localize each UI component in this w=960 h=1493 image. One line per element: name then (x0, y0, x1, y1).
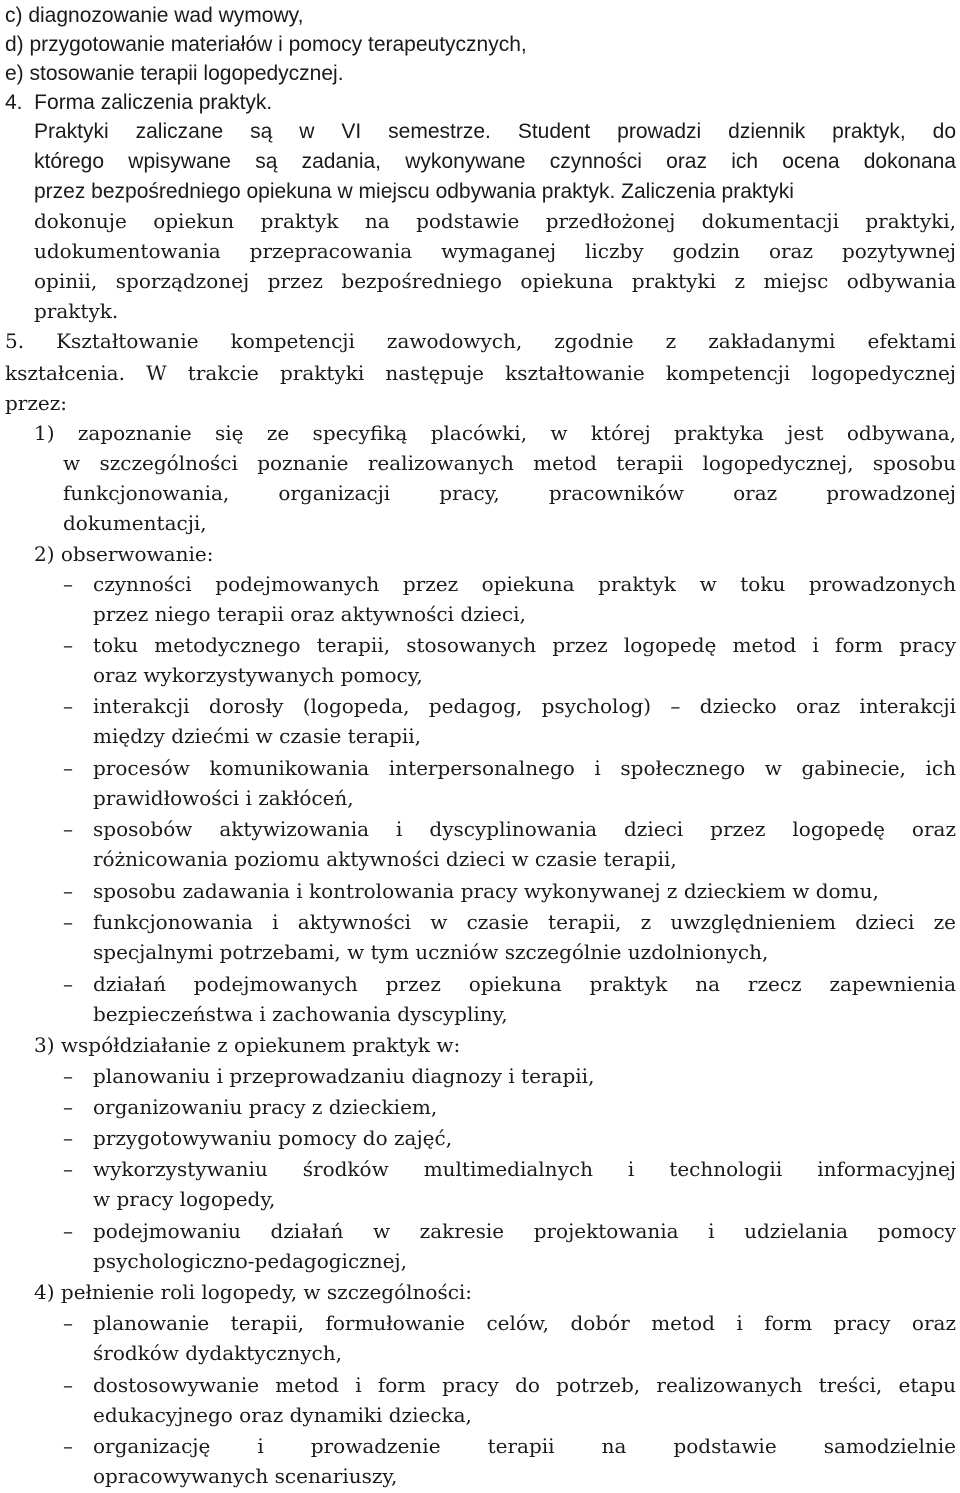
bullet-line: psychologiczno-pedagogicznej, (93, 1249, 407, 1273)
paragraph-line: udokumentowania przepracowania wymaganej liczby godzin oraz pozytywnej (34, 239, 956, 263)
bullet-line: prawidłowości i zakłóceń, (93, 786, 354, 810)
bullet-line: planowanie terapii, formułowanie celów, dobór metod i form pracy oraz (93, 1311, 956, 1335)
bullet-line: działań podejmowanych przez opiekuna praktyk na rzecz zapewnienia (93, 972, 956, 996)
bullet-line: różnicowania poziomu aktywności dzieci w czasie terapii, (93, 847, 677, 871)
bullet-line: wykorzystywaniu środków multimedialnych i technologii informacyjnej (93, 1157, 956, 1181)
numbered-item-1: funkcjonowania, organizacji pracy, pracowników oraz prowadzonej (63, 481, 956, 505)
section-heading-5: przez: (5, 391, 68, 415)
dash-bullet: – (63, 1095, 73, 1119)
dash-bullet: – (63, 1311, 73, 1335)
list-item-c: c) diagnozowanie wad wymowy, (5, 4, 304, 27)
paragraph-fragment: przez bezpośredniego opiekuna w miejscu odbywania praktyk. Zaliczenia praktyki (34, 180, 794, 203)
dash-bullet: – (63, 910, 73, 934)
paragraph-line: którego wpisywane są zadania, wykonywane czynności oraz ich ocena dokonana (34, 150, 956, 173)
numbered-item-3: 3) współdziałanie z opiekunem praktyk w: (34, 1033, 461, 1057)
dash-bullet: – (63, 1157, 73, 1181)
bullet-line: planowaniu i przeprowadzaniu diagnozy i terapii, (93, 1064, 595, 1088)
numbered-item-1: dokumentacji, (63, 511, 207, 535)
bullet-line: dostosowywanie metod i form pracy do potrzeb, realizowanych treści, etapu (93, 1373, 956, 1397)
bullet-line: oraz wykorzystywanych pomocy, (93, 663, 423, 687)
bullet-line: przygotowywaniu pomocy do zajęć, (93, 1126, 453, 1150)
bullet-line: podejmowaniu działań w zakresie projektowania i udzielania pomocy (93, 1219, 956, 1243)
bullet-line: organizację i prowadzenie terapii na podstawie samodzielnie (93, 1434, 956, 1458)
section-heading-4: 4. Forma zaliczenia praktyk. (5, 91, 273, 114)
bullet-line: sposobu zadawania i kontrolowania pracy wykonywanej z dzieckiem w domu, (93, 879, 879, 903)
list-item-d: d) przygotowanie materiałów i pomocy terapeutycznych, (5, 33, 527, 56)
bullet-line: sposobów aktywizowania i dyscyplinowania dzieci przez logopedę oraz (93, 817, 956, 841)
dash-bullet: – (63, 817, 73, 841)
dash-bullet: – (63, 1434, 73, 1458)
paragraph-line: dokonuje opiekun praktyk na podstawie przedłożonej dokumentacji praktyki, (34, 209, 956, 233)
bullet-line: organizowaniu pracy z dzieckiem, (93, 1095, 438, 1119)
bullet-line: przez niego terapii oraz aktywności dzieci, (93, 602, 526, 626)
bullet-line: interakcji dorosły (logopeda, pedagog, psycholog) – dziecko oraz interakcji (93, 694, 956, 718)
paragraph-line (34, 176, 794, 207)
dash-bullet: – (63, 694, 73, 718)
numbered-item-4: 4) pełnienie roli logopedy, w szczególności: (34, 1280, 473, 1304)
bullet-line: czynności podejmowanych przez opiekuna praktyk w toku prowadzonych (93, 572, 956, 596)
paragraph-line: opinii, sporządzonej przez bezpośredniego opiekuna praktyki z miejsc odbywania (34, 269, 956, 293)
bullet-line: edukacyjnego oraz dynamiki dziecka, (93, 1403, 472, 1427)
bullet-line: specjalnymi potrzebami, w tym uczniów szczególnie uzdolnionych, (93, 940, 769, 964)
dash-bullet: – (63, 1373, 73, 1397)
bullet-line: między dziećmi w czasie terapii, (93, 724, 421, 748)
dash-bullet: – (63, 572, 73, 596)
numbered-item-1: w szczególności poznanie realizowanych metod terapii logopedycznej, sposobu (63, 451, 956, 475)
bullet-line: środków dydaktycznych, (93, 1341, 342, 1365)
dash-bullet: – (63, 879, 73, 903)
bullet-line: w pracy logopedy, (93, 1187, 276, 1211)
bullet-line: bezpieczeństwa i zachowania dyscypliny, (93, 1002, 508, 1026)
numbered-item-1: 1) zapoznanie się ze specyfiką placówki, w której praktyka jest odbywana, (34, 421, 956, 445)
paragraph-line: Praktyki zaliczane są w VI semestrze. Student prowadzi dziennik praktyk, do (34, 120, 956, 143)
bullet-line: funkcjonowania i aktywności w czasie terapii, z uwzględnieniem dzieci ze (93, 910, 956, 934)
dash-bullet: – (63, 1219, 73, 1243)
section-heading-5: kształcenia. W trakcie praktyki następuje kształtowanie kompetencji logopedycznej (5, 361, 956, 385)
section-heading-5: 5. Kształtowanie kompetencji zawodowych, zgodnie z zakładanymi efektami (5, 329, 956, 353)
dash-bullet: – (63, 633, 73, 657)
dash-bullet: – (63, 972, 73, 996)
list-item-e: e) stosowanie terapii logopedycznej. (5, 62, 344, 85)
bullet-line: toku metodycznego terapii, stosowanych przez logopedę metod i form pracy (93, 633, 956, 657)
dash-bullet: – (63, 756, 73, 780)
dash-bullet: – (63, 1126, 73, 1150)
paragraph-line: praktyk. (34, 299, 119, 323)
dash-bullet: – (63, 1064, 73, 1088)
numbered-item-2: 2) obserwowanie: (34, 542, 214, 566)
bullet-line: opracowywanych scenariuszy, (93, 1464, 398, 1488)
bullet-line: procesów komunikowania interpersonalnego i społecznego w gabinecie, ich (93, 756, 956, 780)
